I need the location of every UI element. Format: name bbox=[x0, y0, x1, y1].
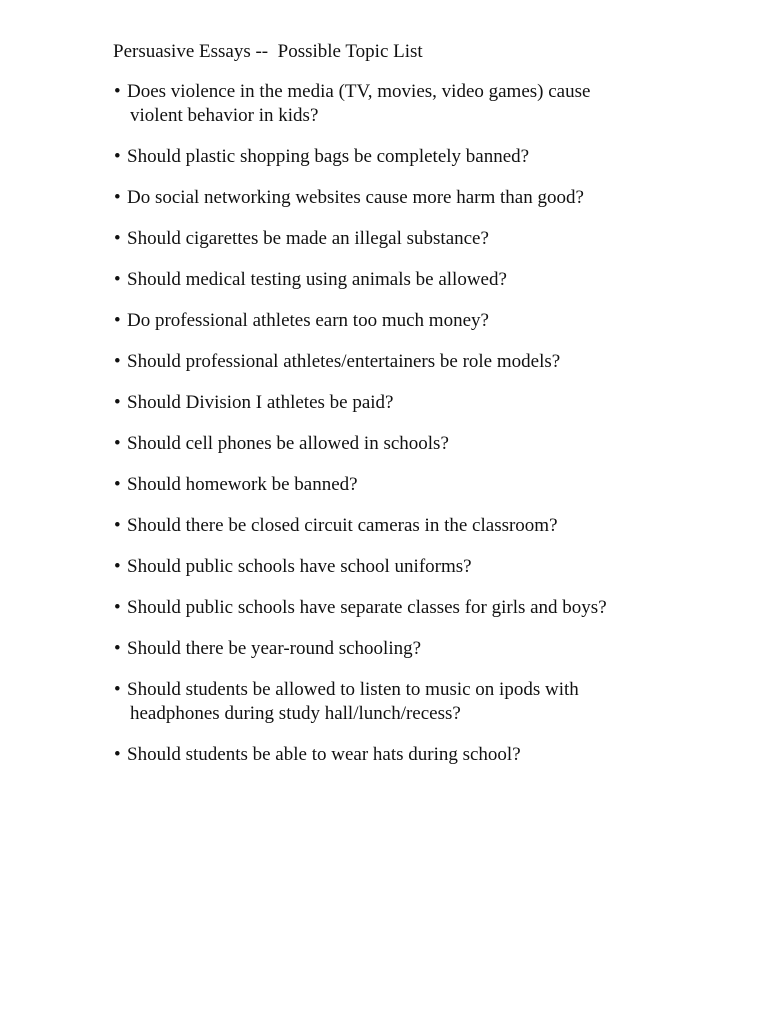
topic-text: Should plastic shopping bags be completely banned? bbox=[127, 146, 530, 167]
list-item bbox=[113, 678, 733, 726]
list-item bbox=[113, 268, 733, 292]
bullet-icon: • bbox=[114, 515, 121, 536]
topic-text: Should cell phones be allowed in schools? bbox=[127, 433, 449, 454]
list-item bbox=[113, 309, 733, 333]
bullet-icon: • bbox=[114, 187, 121, 208]
bullet-icon: • bbox=[114, 351, 121, 372]
topic-text: Should public schools have separate classes for girls and boys? bbox=[127, 597, 607, 618]
list-item bbox=[113, 391, 733, 415]
topic-text: Should there be year-round schooling? bbox=[127, 638, 422, 659]
topic-text: Do social networking websites cause more harm than good? bbox=[127, 187, 584, 208]
bullet-icon: • bbox=[114, 638, 121, 659]
bullet-icon: • bbox=[114, 433, 121, 454]
list-item bbox=[113, 743, 733, 767]
topic-text-continued: violent behavior in kids? bbox=[130, 105, 319, 126]
topic-text: Should there be closed circuit cameras in the classroom? bbox=[127, 515, 558, 536]
topic-text: Should Division I athletes be paid? bbox=[127, 392, 394, 413]
topic-text-continued: headphones during study hall/lunch/recess? bbox=[130, 703, 461, 724]
topic-text: Should cigarettes be made an illegal substance? bbox=[127, 228, 489, 249]
bullet-icon: • bbox=[114, 556, 121, 577]
topic-text: Should students be allowed to listen to music on ipods with bbox=[127, 679, 579, 700]
bullet-icon: • bbox=[114, 269, 121, 290]
topic-text: Should homework be banned? bbox=[127, 474, 358, 495]
list-item bbox=[113, 514, 733, 538]
list-item bbox=[113, 432, 733, 456]
bullet-icon: • bbox=[114, 228, 121, 249]
topic-text: Should public schools have school uniforms? bbox=[127, 556, 472, 577]
list-item bbox=[113, 473, 733, 497]
bullet-icon: • bbox=[114, 474, 121, 495]
topic-text: Does violence in the media (TV, movies, video games) cause bbox=[127, 81, 591, 102]
topic-text: Should medical testing using animals be allowed? bbox=[127, 269, 507, 290]
list-item bbox=[113, 80, 733, 128]
list-item bbox=[113, 227, 733, 251]
topic-text: Should students be able to wear hats during school? bbox=[127, 744, 521, 765]
bullet-icon: • bbox=[114, 392, 121, 413]
list-item bbox=[113, 637, 733, 661]
list-item bbox=[113, 145, 733, 169]
list-item bbox=[113, 186, 733, 210]
document-title: Persuasive Essays -- Possible Topic List bbox=[113, 41, 423, 62]
list-item bbox=[113, 555, 733, 579]
bullet-icon: • bbox=[114, 679, 121, 700]
bullet-icon: • bbox=[114, 146, 121, 167]
bullet-icon: • bbox=[114, 744, 121, 765]
bullet-icon: • bbox=[114, 597, 121, 618]
bullet-icon: • bbox=[114, 310, 121, 331]
topic-text: Do professional athletes earn too much money? bbox=[127, 310, 489, 331]
topic-list bbox=[113, 80, 733, 784]
list-item bbox=[113, 596, 733, 620]
list-item bbox=[113, 350, 733, 374]
topic-text: Should professional athletes/entertainers be role models? bbox=[127, 351, 561, 372]
bullet-icon: • bbox=[114, 81, 121, 102]
